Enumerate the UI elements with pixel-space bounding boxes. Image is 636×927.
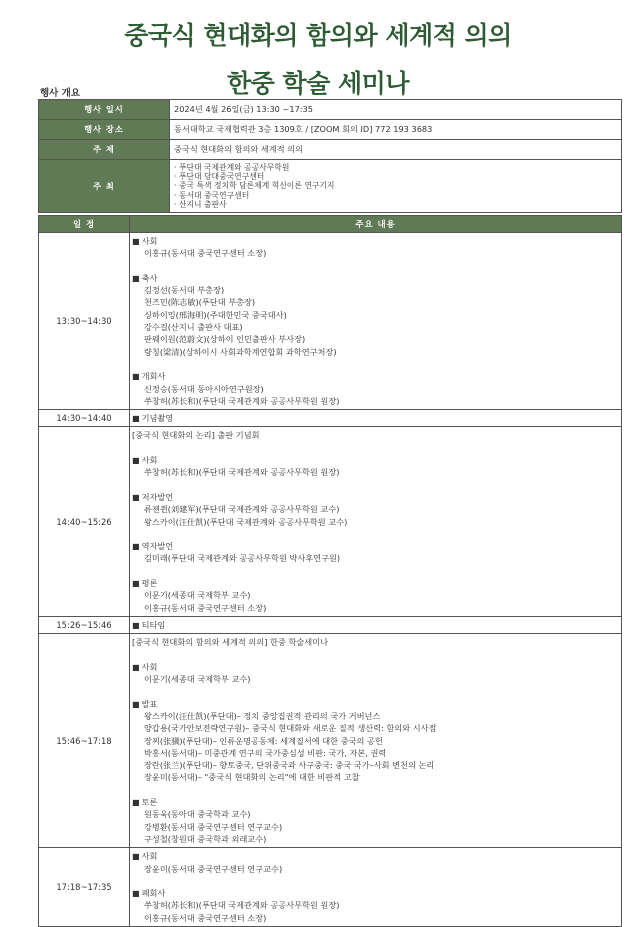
- section-heading: ■ 축사: [132, 272, 619, 284]
- schedule-line: 왕스카이(汪仕凯)(푸단대)– 정치 중앙집권적 관리의 국가 거버넌스: [144, 710, 381, 721]
- schedule-line: 이홍규(동서대 중국연구센터 소장): [144, 248, 267, 259]
- schedule-body: [39, 233, 622, 927]
- schedule-content: [130, 427, 622, 616]
- theme-label: 주 제: [39, 140, 170, 160]
- schedule-time: 14:30~14:40: [39, 410, 130, 427]
- host-item: · 동서대 중국연구센터: [174, 190, 250, 200]
- line-spacer: [132, 528, 619, 540]
- schedule-line: 원동욱(동아대 중국학과 교수): [144, 809, 251, 820]
- host-label: 주 최: [39, 160, 170, 213]
- section-heading: ■ 사회: [132, 454, 619, 466]
- section-heading: ■ 토론: [132, 796, 619, 808]
- schedule-content: [130, 848, 622, 927]
- section-heading: ■ 역자발언: [132, 540, 619, 552]
- schedule-header-row: [39, 216, 622, 233]
- overview-label: 행사 개요: [40, 88, 81, 99]
- schedule-line: 왕스카이(汪仕凯)(푸단대 국제관계와 공공사무학원 교수): [144, 516, 348, 527]
- page-subtitle: 한중 학술 세미나: [227, 69, 409, 98]
- schedule-line: 김정선(동서대 부총장): [144, 285, 225, 296]
- schedule-header-content: 주요 내용: [130, 216, 622, 233]
- schedule-row: [39, 634, 622, 848]
- schedule-line: [중국식 현대화의 함의와 세계적 의의] 한중 학술세미나: [132, 637, 329, 648]
- section-heading: ■ 사회: [132, 850, 619, 862]
- schedule-line: 이문기(세종대 국제학부 교수): [144, 590, 251, 601]
- line-spacer: [132, 565, 619, 577]
- schedule-line: 장찌(张骥)(푸단대)– 인류운명공동체: 세계질서에 대한 중국의 공헌: [144, 735, 383, 746]
- schedule-line: 장란(张兰)(푸단대)– 향토중국, 단위중국과 사구중국: 중국 국가–사회 변천의 논리: [144, 760, 435, 771]
- section-heading: ■ 개회사: [132, 370, 619, 382]
- host-item: · 푸단대 당대중국연구센터: [174, 172, 265, 182]
- schedule-line: 싱하이밍(邢海明)(주대한민국 중국대사): [144, 309, 287, 320]
- section-heading: ■ 저자발언: [132, 491, 619, 503]
- schedule-line: 박홍서(동서대)– 미중관계 연구의 국가중심성 비판: 국가, 자본, 권력: [144, 747, 387, 758]
- overview-row-theme: [39, 140, 622, 160]
- schedule-line: 이홍규(동서대 중국연구센터 소장): [144, 602, 267, 613]
- schedule-time: 17:18~17:35: [39, 848, 130, 927]
- schedule-row: [39, 410, 622, 427]
- overview-row-venue: [39, 120, 622, 140]
- section-heading: ■ 사회: [132, 235, 619, 247]
- schedule-row: [39, 427, 622, 616]
- schedule-line: 양갑용(국가안보전략연구원)– 중국식 현대화와 새로운 질적 생산력: 함의와 시사점: [144, 723, 437, 734]
- schedule-line: 쑤창허(苏长和)(푸단대 국제관계와 공공사무학원 원장): [144, 467, 340, 478]
- line-spacer: [132, 442, 619, 454]
- schedule-line: 쑤창허(苏长和)(푸단대 국제관계와 공공사무학원 원장): [144, 900, 340, 911]
- schedule-table: [38, 215, 622, 927]
- theme-value: 중국식 현대화의 함의와 세계적 의의: [170, 140, 622, 160]
- schedule-time: 14:40~15:26: [39, 427, 130, 616]
- line-spacer: [132, 784, 619, 796]
- schedule-line: 천즈민(陈志敏)(푸단대 부총장): [144, 297, 256, 308]
- line-spacer: [132, 685, 619, 697]
- host-item: · 중국 특색 정치학 담론체계 혁신이론 연구기지: [174, 181, 335, 191]
- venue-label: 행사 장소: [39, 120, 170, 140]
- overview-row-host: [39, 160, 622, 213]
- schedule-time: 15:26~15:46: [39, 616, 130, 633]
- overview-row-date: [39, 100, 622, 120]
- page-title: 중국식 현대화의 함의와 세계적 의의: [124, 21, 512, 50]
- schedule-line: 장윤미(동서대)– "중국식 현대화의 논리"에 대한 비판적 고찰: [144, 772, 360, 783]
- schedule-line: 구성철(창원대 중국학과 외래교수): [144, 833, 267, 844]
- date-label: 행사 일시: [39, 100, 170, 120]
- host-item: · 산지니 출판사: [174, 199, 227, 209]
- date-value: 2024년 4월 26일(금) 13:30 ~17:35: [170, 100, 622, 120]
- schedule-line: 이홍규(동서대 중국연구센터 소장): [144, 912, 267, 923]
- schedule-time: 13:30~14:30: [39, 233, 130, 410]
- schedule-line: 강병환(동서대 중국연구센터 연구교수): [144, 821, 283, 832]
- schedule-line: 장윤미(동서대 중국연구센터 연구교수): [144, 863, 283, 874]
- schedule-row: [39, 616, 622, 633]
- schedule-content: [130, 233, 622, 410]
- schedule-line: 강수걸(산지니 출판사 대표): [144, 322, 243, 333]
- line-spacer: [132, 875, 619, 887]
- schedule-line: 쑤창허(苏长和)(푸단대 국제관계와 공공사무학원 원장): [144, 395, 340, 406]
- section-heading: ■ 기념촬영: [132, 412, 619, 424]
- section-heading: ■ 티타임: [132, 619, 619, 631]
- schedule-line: 량칭(梁清)(상하이시 사회과학계연합회 과학연구처장): [144, 346, 337, 357]
- host-list: [170, 160, 622, 213]
- schedule-content: [130, 410, 622, 427]
- schedule-line: [중국식 현대화의 논리] 출판 기념회: [132, 430, 260, 441]
- line-spacer: [132, 260, 619, 272]
- schedule-header-time: 일 정: [39, 216, 130, 233]
- section-heading: ■ 사회: [132, 661, 619, 673]
- host-item: · 푸단대 국제관계와 공공사무학원: [174, 162, 290, 172]
- schedule-row: [39, 848, 622, 927]
- line-spacer: [132, 649, 619, 661]
- schedule-line: 이문기(세종대 국제학부 교수): [144, 674, 251, 685]
- schedule-line: 류젠쥔(刘建军)(푸단대 국제관계와 공공사무학원 교수): [144, 504, 340, 515]
- line-spacer: [132, 358, 619, 370]
- line-spacer: [132, 479, 619, 491]
- section-heading: ■ 폐회사: [132, 887, 619, 899]
- schedule-line: 김미래(푸단대 국제관계와 공공사무학원 박사후연구원): [144, 553, 341, 564]
- schedule-line: 신정승(동서대 동아시아연구원장): [144, 383, 264, 394]
- section-heading: ■ 발표: [132, 698, 619, 710]
- schedule-content: [130, 616, 622, 633]
- schedule-content: [130, 634, 622, 848]
- overview-table: [38, 99, 622, 213]
- schedule-row: [39, 233, 622, 410]
- schedule-time: 15:46~17:18: [39, 634, 130, 848]
- schedule-line: 판웨이원(范蔚文)(상하이 인민출판사 부사장): [144, 334, 306, 345]
- venue-value: 동서대학교 국제협력관 3층 1309호 / [ZOOM 회의 ID] 772 193 3683: [170, 120, 622, 140]
- section-heading: ■ 평론: [132, 577, 619, 589]
